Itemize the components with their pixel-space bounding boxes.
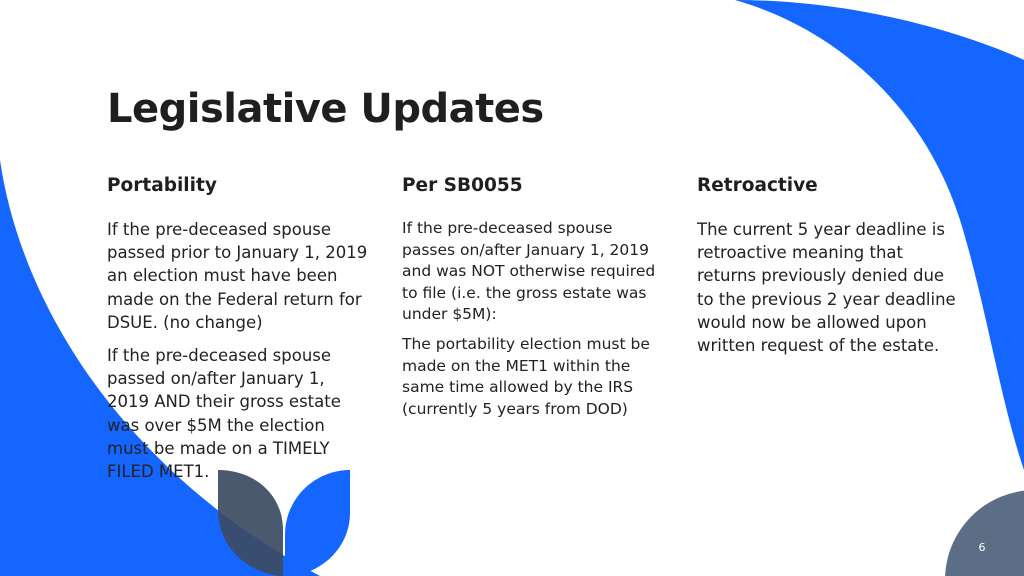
column-heading: Portability	[107, 175, 217, 196]
column-paragraph: If the pre-deceased spouse passed prior to January 1, 2019 an election must have been made on the Federal return for DSUE. (no change)	[107, 220, 368, 332]
column-heading: Per SB0055	[402, 175, 523, 196]
column-paragraph: The current 5 year deadline is retroactive meaning that returns previously denied due to the previous 2 year deadline would now be allowed upon written request of the estate.	[697, 220, 956, 356]
column-paragraph: If the pre-deceased spouse passes on/after January 1, 2019 and was NOT otherwise required to file (i.e. the gross estate was under $5M):	[402, 219, 656, 324]
column-portability	[107, 172, 369, 483]
column-paragraph: If the pre-deceased spouse passed on/after January 1, 2019 AND their gross estate was over $5M the election must be made on a TIMELY FILED MET1.	[107, 346, 341, 482]
column-per-sb0055	[402, 172, 664, 420]
slide-title: Legislative Updates	[107, 86, 544, 132]
column-heading: Retroactive	[697, 175, 818, 196]
column-paragraph: The portability election must be made on the MET1 within the same time allowed by the IRS (currently 5 years from DOD)	[402, 334, 650, 418]
page-number: 6	[978, 541, 986, 554]
column-retroactive	[697, 172, 962, 357]
